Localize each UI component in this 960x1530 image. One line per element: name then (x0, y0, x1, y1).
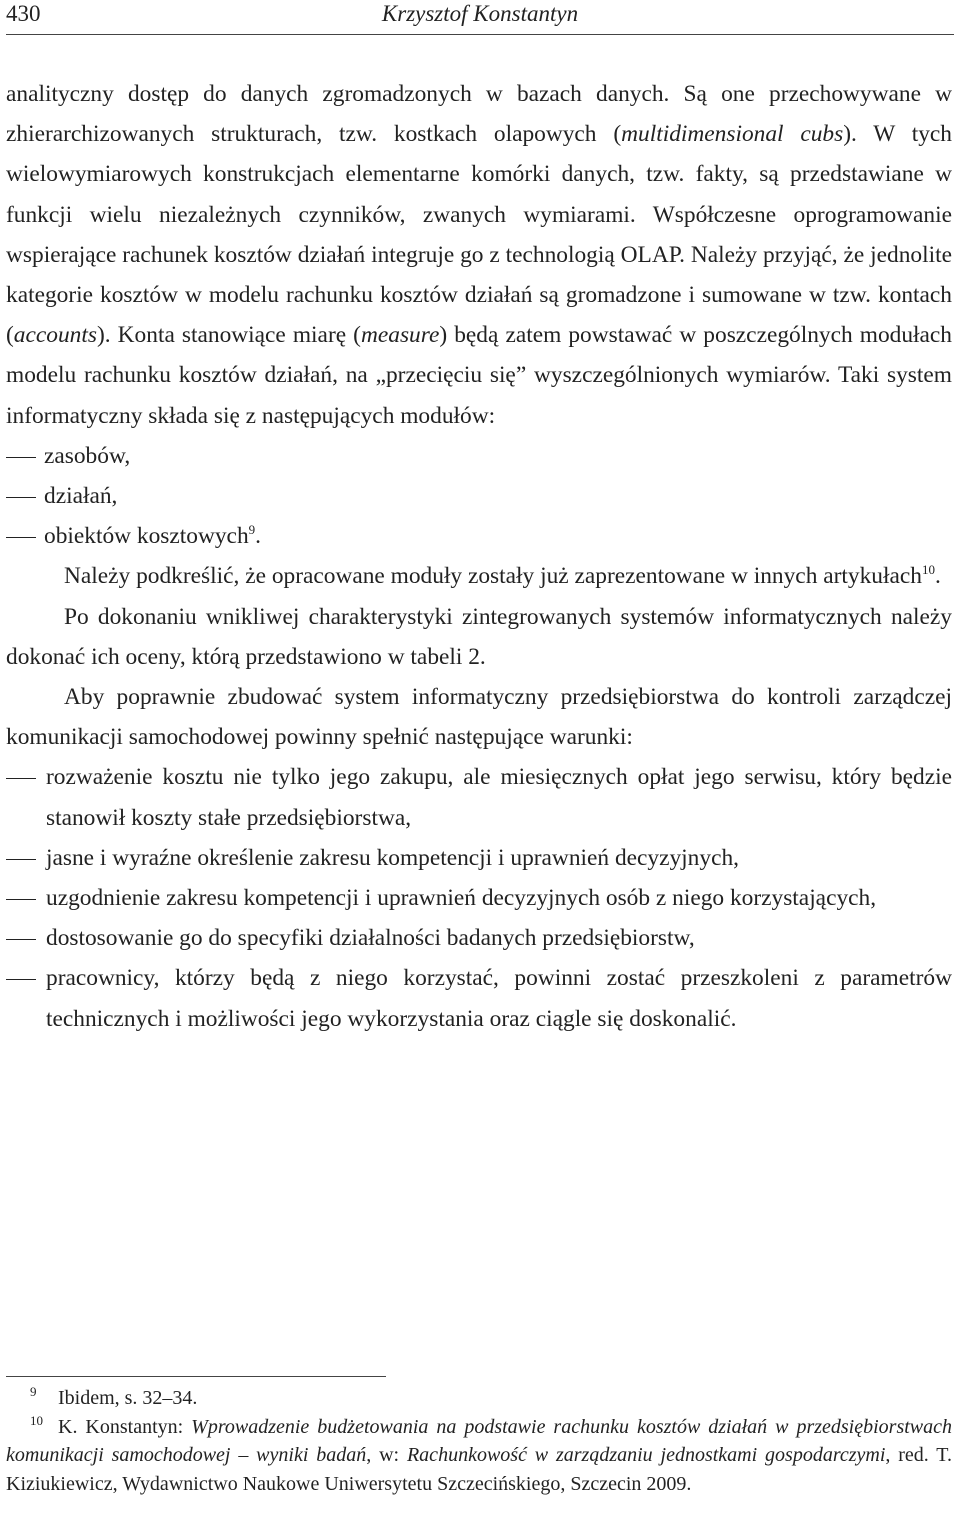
list-item: obiektów kosztowych$^9$. (6, 516, 952, 556)
paragraph-modules-presented: Należy podkreślić, że opracowane moduły zostały już zaprezentowane w innych artykułach$^{10}$. (64, 562, 941, 590)
list-item: dostosowanie go do specyfiki działalności badanych przedsiębiorstw, (6, 918, 952, 958)
footnote-divider (6, 1376, 386, 1377)
conditions-list (6, 757, 952, 1038)
list-item: rozważenie kosztu nie tylko jego zakupu, ale miesięcznych opłat jego serwisu, który będzie stanowił koszty stałe przedsiębiorstwa, (6, 757, 952, 837)
footnote-ref[interactable]: 9 (248, 522, 256, 538)
paragraph-conditions: Aby poprawnie zbudować system informatyczny przedsiębiorstwa do kontroli zarządczej komunikacji samochodowej powinny spełnić następujące warunki: (6, 684, 952, 751)
footnote-9: 9 Ibidem, s. 32–34. (30, 1384, 198, 1409)
list-item: jasne i wyraźne określenie zakresu kompetencji i uprawnień decyzyjnych, (6, 838, 952, 878)
list-item: pracownicy, którzy będą z niego korzystać, powinni zostać przeszkoleni z parametrów technicznych i możliwości jego wykorzystania oraz ciągle się doskonalić. (6, 958, 952, 1038)
paragraph-evaluation: Po dokonaniu wnikliwej charakterystyki zintegrowanych systemów informatycznych należy dokonać ich oceny, którą przedstawiono w tabeli 2. (6, 603, 952, 670)
page-number: 430 (6, 1, 41, 26)
list-item: zasobów, (6, 436, 952, 476)
footnotes (6, 1384, 952, 1498)
running-title: Krzysztof Konstantyn (381, 1, 579, 26)
list-item: działań, (6, 476, 952, 516)
module-list (6, 436, 952, 557)
running-header (6, 0, 954, 35)
paragraph-olap: analityczny dostęp do danych zgromadzonych w bazach danych. Są one przechowywane w zhierarchizowanych strukturach, tzw. kostkach olapowych (multidimensional cubs). W tych wielowymiarowych konstrukcjach elementarne komórki danych, tzw. fakty, są przedstawiane w funkcji wielu niezależnych czynników, zwanych wymiarami. Współczesne oprogramowanie wspierające rachunek kosztów działań integruje go z technologią OLAP. Należy przyjąć, że jednolite kategorie kosztów w modelu rachunku kosztów działań są gromadzone i sumowane w tzw. kontach (accounts). Konta stanowiące miarę (measure) będą zatem powstawać w poszczególnych modułach modelu rachunku kosztów działań, na „przecięciu się” wyszczególnionych wymiarów. Taki system informatyczny składa się z następujących modułów: (6, 81, 952, 429)
footnote-10: 10 K. Konstantyn: Wprowadzenie budżetowania na podstawie rachunku kosztów działań w przedsiębiorstwach komunikacji samochodowej – wyniki badań, w: Rachunkowość w zarządzaniu jednostkami gospodarczymi, red. T. Kiziukiewicz, Wydawnictwo Naukowe Uniwersytetu Szczecińskiego, Szczecin 2009. (6, 1412, 953, 1495)
footnote-ref[interactable]: 10 (921, 562, 935, 578)
body-text (6, 74, 952, 1039)
list-item: uzgodnienie zakresu kompetencji i uprawnień decyzyjnych osób z niego korzystających, (6, 878, 952, 918)
